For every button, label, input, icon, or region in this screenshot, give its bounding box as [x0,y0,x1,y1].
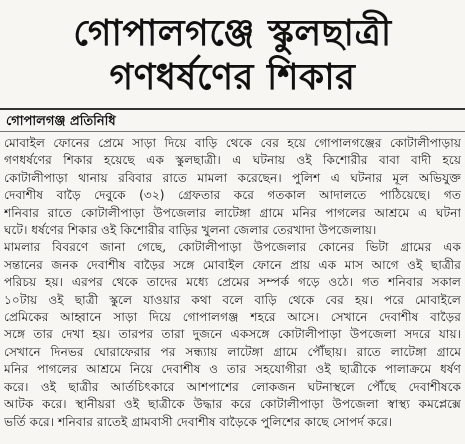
cropped-top-strip [0,0,465,8]
article-line: সঙ্গে তার দেখা হয়। তারপর তারা দুজনে একসঙ্গে কোটালীপাড়া উপজেলা সদরে যায়। [4,327,461,342]
article-line: ঘটে। ধর্ষণের শিকার ওই কিশোরীর বাড়ির খুলনা জেলার তেরখাদা উপজেলায়। [4,223,377,238]
article-line: মনির পাগলের আশ্রমে নিয়ে দেবাশীষ ও তার সহযোগীরা ওই ছাত্রীকে পালাক্রমে ধর্ষণ [4,362,461,377]
article-line: ১০টায় ওই ছাত্রী স্কুলে যাওয়ার কথা বলে বাড়ি থেকে বের হয়। পরে মোবাইলে [4,292,461,307]
article-body [4,135,461,443]
article-line: সন্তানের জনক দেবাশীষ বাড়ৈর সঙ্গে মোবাইল ফোনে প্রায় এক মাস আগে ওই ছাত্রীর [4,257,461,272]
article-line: পরিচয় হয়। এরপর থেকে তাদের মধ্যে প্রেমের সম্পর্ক গড়ে ওঠে। গত শনিবার সকাল [4,275,461,290]
article-line: সেখানে দিনভর ঘোরাফেরার পর সন্ধ্যায় লাটেঙ্গা গ্রামে পৌঁছায়। রাতে লাটেঙ্গা গ্রামে [4,344,461,359]
byline-divider [0,131,465,132]
byline: গোপালগঞ্জ প্রতিনিধি [6,114,116,129]
article-line: শনিবার রাতে কোটালীপাড়া উপজেলার লাটেঙ্গা গ্রামে মনির পাগলের আশ্রমে এ ঘটনা [4,205,461,220]
article-line: মামলার বিবরণে জানা গেছে, কোটালীপাড়া উপজেলার কোনের ভিটা গ্রামের এক [4,240,461,255]
headline-line-1: গোপালগঞ্জে স্কুলছাত্রী [73,13,392,54]
headline-line-2: গণধর্ষণের শিকার [109,57,356,98]
headline [0,12,465,100]
article-line: দেবাশীষ বাড়ৈ দেবুকে (৩২) গ্রেফতার করে গতকাল আদালতে পাঠিয়েছে। গত [4,188,461,203]
article-line: করে। ওই ছাত্রীর আর্তচিৎকারে আশপাশের লোকজন ঘটনাস্থলে পৌঁছে দেবাশীষকে [4,379,461,394]
article-line: কোটালীপাড়া থানায় রবিবার রাতে মামলা করেছেন। পুলিশ এ ঘটনার মূল অভিযুক্ত [4,170,461,185]
article-line: আটক করে। স্থানীয়রা ওই ছাত্রীকে উদ্ধার করে কোটালীপাড়া উপজেলা স্বাস্থ্য কমপ্লেক্সে [4,397,461,412]
article-line: গণধর্ষণের শিকার হয়েছে এক স্কুলছাত্রী। এ ঘটনায় ওই কিশোরীর বাবা বাদী হয়ে [4,153,461,168]
article-line: প্রেমিকের আহ্বানে সাড়া দিয়ে গোপালগঞ্জ শহরে আসে। সেখানে দেবাশীষ বাড়ৈর [4,310,461,325]
article-line: ভর্তি করে। শনিবার রাতেই গ্রামবাসী দেবাশীষ বাড়ৈকে পুলিশের কাছে সোপর্দ করে। [4,414,393,429]
article-line: মোবাইল ফোনের প্রেমে সাড়া দিয়ে বাড়ি থেকে বের হয়ে গোপালগঞ্জের কোটালীপাড়ায় [4,136,461,150]
headline-divider [0,108,465,110]
